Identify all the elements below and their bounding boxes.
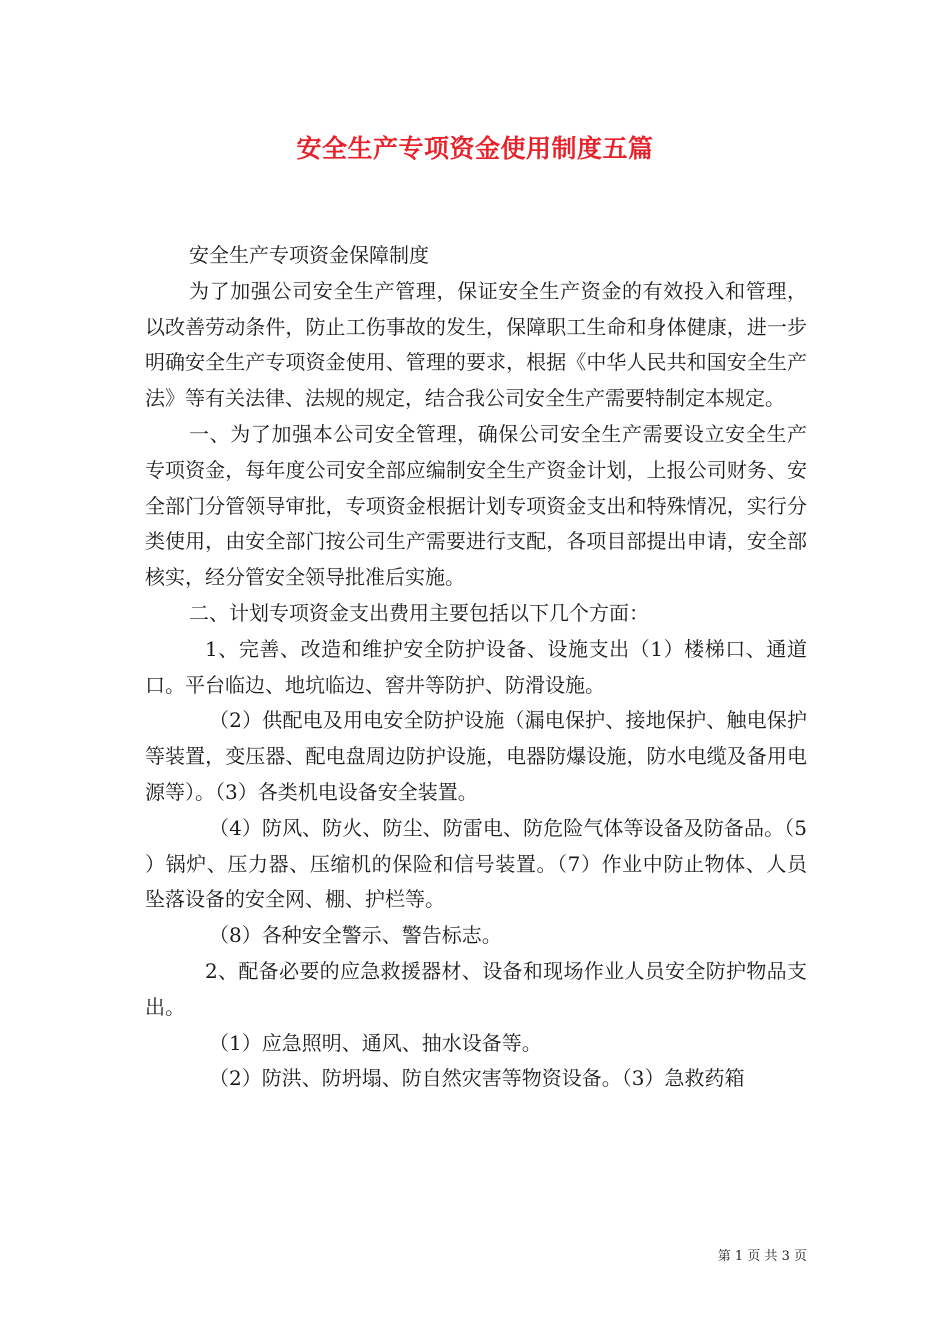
paragraph-item-1-8: （8）各种安全警示、警告标志。 bbox=[209, 923, 502, 948]
paragraph-item-2-1: （1）应急照明、通风、抽水设备等。 bbox=[209, 1030, 542, 1055]
page-number: 第 1 页 共 3 页 bbox=[717, 1249, 807, 1264]
paragraph-intro: 为了加强公司安全生产管理，保证安全生产资金的有效投入和管理，以改善劳动条件，防止工伤事故的发生，保障职工生命和身体健康，进一步明确安全生产专项资金使用、管理的要求，根据《中华人民共和国安全生产法》等有关法律、法规的规定，结合我公司安全生产需要特制定本规定。 bbox=[145, 278, 807, 411]
document-body bbox=[145, 238, 807, 1097]
paragraph-item-2-2: （2）防洪、防坍塌、防自然灾害等物资设备。（3）急救药箱 bbox=[209, 1066, 745, 1091]
paragraph-article-one: 一、为了加强本公司安全管理，确保公司安全生产需要设立安全生产专项资金，每年度公司安全部应编制安全生产资金计划，上报公司财务、安全部门分管领导审批，专项资金根据计划专项资金支出和特殊情况，实行分类使用，由安全部门按公司生产需要进行支配，各项目部提出申请，安全部核实，经分管安全领导批准后实施。 bbox=[145, 421, 807, 590]
paragraph-item-1-2: （2）供配电及用电安全防护设施（漏电保护、接地保护、触电保护等装置，变压器、配电盘周边防护设施，电器防爆设施，防水电缆及备用电源等）。（3）各类机电设备安全装置。 bbox=[145, 708, 807, 804]
paragraph-item-1: 1、完善、改造和维护安全防护设备、设施支出（1）楼梯口、通道口。平台临边、地坑临边、窖井等防护、防滑设施。 bbox=[145, 636, 807, 697]
page-title: 安全生产专项资金使用制度五篇 bbox=[296, 134, 654, 163]
paragraph-item-1-4: （4）防风、防火、防尘、防雷电、防危险气体等设备及防备品。（5）锅炉、压力器、压缩机的保险和信号装置。（7）作业中防止物体、人员坠落设备的安全网、棚、护栏等。 bbox=[145, 815, 807, 912]
section-heading: 安全生产专项资金保障制度 bbox=[189, 243, 429, 267]
paragraph-item-2: 2、配备必要的应急救援器材、设备和现场作业人员安全防护物品支出。 bbox=[145, 958, 807, 1019]
paragraph-article-two: 二、计划专项资金支出费用主要包括以下几个方面： bbox=[189, 600, 649, 625]
